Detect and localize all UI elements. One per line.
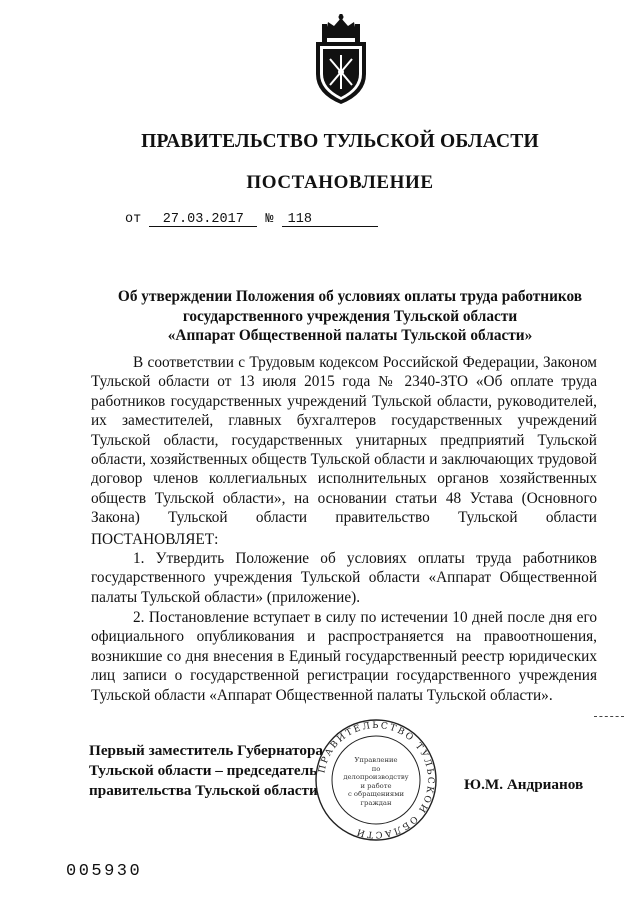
subject-line: государственного учреждения Тульской области — [182, 307, 518, 325]
subject-line: «Аппарат Общественной палаты Тульской области» — [167, 327, 533, 344]
item-2-paragraph: 2. Постановление вступает в силу по истечении 10 дней после дня его официального опубликования и распространяется на правоотношения, возникшие со дня внесения в Единый государственный реестр юридических лиц записи о государственной регистрации государственного учреждения Тульской области «Аппарат Общественной палаты Тульской области». — [91, 609, 597, 704]
document-number: 118 — [282, 213, 378, 227]
stamp-line: Управление — [354, 756, 398, 764]
signatory-position — [89, 741, 323, 801]
date-number-line — [125, 212, 378, 227]
stamp-line: по делопроизводству — [343, 764, 409, 781]
document-date: 27.03.2017 — [149, 213, 257, 227]
position-line: Тульской области – председатель — [89, 762, 318, 779]
org-title: ПРАВИТЕЛЬСТВО ТУЛЬСКОЙ ОБЛАСТИ — [141, 131, 539, 152]
number-label: № — [265, 212, 274, 227]
document-type: ПОСТАНОВЛЕНИЕ — [246, 172, 434, 193]
item-1-paragraph: 1. Утвердить Положение об условиях оплаты труда работников государственного учреждения Тульской области «Аппарат Общественной палаты Тульской области» (приложение). — [91, 550, 597, 606]
position-line: Первый заместитель Губернатора — [89, 742, 323, 759]
stamp-inner-text — [342, 756, 410, 807]
stamp-line: граждан — [360, 798, 392, 807]
stamp-line: с обращениями — [347, 790, 405, 798]
position-line: правительства Тульской области — [89, 782, 318, 799]
scan-mark-line — [594, 716, 624, 717]
preamble-paragraph: В соответствии с Трудовым кодексом Российской Федерации, Законом Тульской области от 13 июля 2015 года № 2340-ЗТО «Об оплате труда работников государственных учреждений Тульской области, руководителей, их заместителей, главных бухгалтеров государственных учреждений Тульской области, государственных унитарных предприятий Тульской области, хозяйственных обществ Тульской области и заключающих трудовой договор членов коллегиальных исполнительных органов хозяйственных обществ Тульской области», на основании статьи 48 Устава (Основного Закона) Тульской области правительство Тульской области — [91, 354, 597, 527]
registration-number: 005930 — [66, 862, 143, 881]
resolve-heading: ПОСТАНОВЛЯЕТ: — [91, 531, 219, 548]
stamp-ring-text: ПРАВИТЕЛЬСТВО ТУЛЬСКОЙ ОБЛАСТИ — [317, 720, 436, 840]
subject-line: Об утверждении Положения об условиях оплаты труда работников — [117, 288, 583, 305]
signatory-name: Ю.М. Андрианов — [464, 776, 584, 793]
document-subject — [60, 287, 640, 346]
tula-coat-of-arms-icon — [306, 14, 376, 106]
date-label: от — [125, 212, 142, 227]
stamp-line: и работе — [360, 781, 392, 790]
